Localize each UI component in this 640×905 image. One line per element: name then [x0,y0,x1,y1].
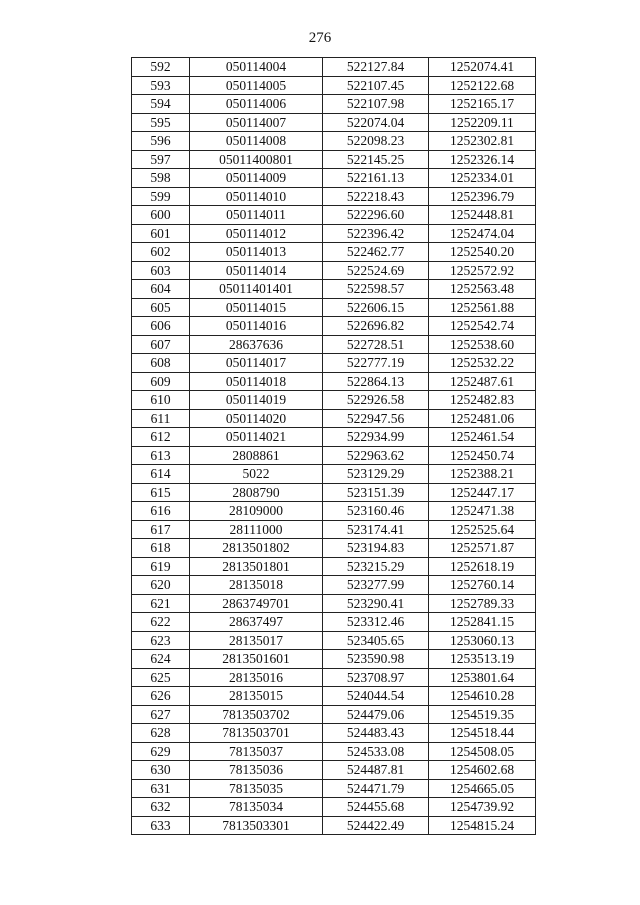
x-coordinate-cell: 522926.58 [323,391,429,410]
table-row [132,428,536,447]
point-index-cell: 613 [132,446,190,465]
point-index-cell: 593 [132,76,190,95]
table-row [132,317,536,336]
point-index-cell: 625 [132,668,190,687]
y-coordinate-cell: 1252481.06 [429,409,536,428]
point-id-cell: 050114018 [190,372,323,391]
point-index-cell: 598 [132,169,190,188]
point-index-cell: 628 [132,724,190,743]
point-index-cell: 619 [132,557,190,576]
point-index-cell: 603 [132,261,190,280]
table-row [132,372,536,391]
point-index-cell: 623 [132,631,190,650]
x-coordinate-cell: 522598.57 [323,280,429,299]
x-coordinate-cell: 523290.41 [323,594,429,613]
point-index-cell: 604 [132,280,190,299]
x-coordinate-cell: 523174.41 [323,520,429,539]
table-row [132,742,536,761]
x-coordinate-cell: 523129.29 [323,465,429,484]
point-index-cell: 605 [132,298,190,317]
y-coordinate-cell: 1254602.68 [429,761,536,780]
x-coordinate-cell: 522161.13 [323,169,429,188]
table-row [132,520,536,539]
x-coordinate-cell: 522963.62 [323,446,429,465]
point-id-cell: 5022 [190,465,323,484]
y-coordinate-cell: 1252450.74 [429,446,536,465]
table-row [132,539,536,558]
table-row [132,761,536,780]
point-id-cell: 28111000 [190,520,323,539]
y-coordinate-cell: 1252841.15 [429,613,536,632]
table-row [132,446,536,465]
table-row [132,335,536,354]
y-coordinate-cell: 1252447.17 [429,483,536,502]
point-id-cell: 050114020 [190,409,323,428]
table-row [132,354,536,373]
table-row [132,650,536,669]
y-coordinate-cell: 1252209.11 [429,113,536,132]
point-id-cell: 05011401401 [190,280,323,299]
x-coordinate-cell: 523590.98 [323,650,429,669]
point-index-cell: 596 [132,132,190,151]
point-id-cell: 7813503301 [190,816,323,835]
table-row [132,798,536,817]
x-coordinate-cell: 524422.49 [323,816,429,835]
y-coordinate-cell: 1252532.22 [429,354,536,373]
point-index-cell: 620 [132,576,190,595]
point-id-cell: 050114006 [190,95,323,114]
x-coordinate-cell: 524044.54 [323,687,429,706]
y-coordinate-cell: 1252789.33 [429,594,536,613]
point-index-cell: 621 [132,594,190,613]
table-row [132,58,536,77]
table-row [132,576,536,595]
table-row [132,594,536,613]
x-coordinate-cell: 522947.56 [323,409,429,428]
table-row [132,132,536,151]
y-coordinate-cell: 1252542.74 [429,317,536,336]
point-id-cell: 050114008 [190,132,323,151]
x-coordinate-cell: 522296.60 [323,206,429,225]
x-coordinate-cell: 523160.46 [323,502,429,521]
x-coordinate-cell: 522524.69 [323,261,429,280]
point-id-cell: 050114012 [190,224,323,243]
x-coordinate-cell: 524487.81 [323,761,429,780]
table-row [132,206,536,225]
x-coordinate-cell: 523194.83 [323,539,429,558]
table-row [132,261,536,280]
table-row [132,95,536,114]
y-coordinate-cell: 1252388.21 [429,465,536,484]
point-index-cell: 601 [132,224,190,243]
table-row [132,705,536,724]
x-coordinate-cell: 522107.98 [323,95,429,114]
table-row [132,298,536,317]
y-coordinate-cell: 1252471.38 [429,502,536,521]
y-coordinate-cell: 1254508.05 [429,742,536,761]
point-index-cell: 630 [132,761,190,780]
point-index-cell: 610 [132,391,190,410]
y-coordinate-cell: 1252487.61 [429,372,536,391]
y-coordinate-cell: 1252563.48 [429,280,536,299]
table-body [132,58,536,835]
point-index-cell: 629 [132,742,190,761]
table-row [132,465,536,484]
x-coordinate-cell: 522074.04 [323,113,429,132]
y-coordinate-cell: 1252618.19 [429,557,536,576]
x-coordinate-cell: 524479.06 [323,705,429,724]
y-coordinate-cell: 1252760.14 [429,576,536,595]
point-index-cell: 631 [132,779,190,798]
y-coordinate-cell: 1254519.35 [429,705,536,724]
x-coordinate-cell: 522396.42 [323,224,429,243]
y-coordinate-cell: 1252302.81 [429,132,536,151]
point-id-cell: 2863749701 [190,594,323,613]
point-id-cell: 28637497 [190,613,323,632]
point-index-cell: 594 [132,95,190,114]
y-coordinate-cell: 1252571.87 [429,539,536,558]
table-row [132,631,536,650]
x-coordinate-cell: 523151.39 [323,483,429,502]
x-coordinate-cell: 522606.15 [323,298,429,317]
point-index-cell: 612 [132,428,190,447]
x-coordinate-cell: 523215.29 [323,557,429,576]
x-coordinate-cell: 523708.97 [323,668,429,687]
y-coordinate-cell: 1252074.41 [429,58,536,77]
point-id-cell: 050114015 [190,298,323,317]
y-coordinate-cell: 1252165.17 [429,95,536,114]
point-id-cell: 050114017 [190,354,323,373]
point-id-cell: 2813501801 [190,557,323,576]
point-id-cell: 2813501802 [190,539,323,558]
table-row [132,724,536,743]
point-index-cell: 592 [132,58,190,77]
table-row [132,243,536,262]
point-index-cell: 624 [132,650,190,669]
page-number: 276 [308,30,332,46]
point-id-cell: 78135035 [190,779,323,798]
point-index-cell: 607 [132,335,190,354]
point-id-cell: 050114007 [190,113,323,132]
point-id-cell: 2813501601 [190,650,323,669]
point-id-cell: 050114016 [190,317,323,336]
point-index-cell: 602 [132,243,190,262]
y-coordinate-cell: 1252538.60 [429,335,536,354]
point-id-cell: 28109000 [190,502,323,521]
table-row [132,280,536,299]
x-coordinate-cell: 522127.84 [323,58,429,77]
point-id-cell: 78135034 [190,798,323,817]
coordinates-table [131,57,536,835]
y-coordinate-cell: 1252326.14 [429,150,536,169]
point-index-cell: 627 [132,705,190,724]
point-id-cell: 050114014 [190,261,323,280]
x-coordinate-cell: 522218.43 [323,187,429,206]
point-index-cell: 616 [132,502,190,521]
x-coordinate-cell: 524533.08 [323,742,429,761]
table-row [132,409,536,428]
y-coordinate-cell: 1252561.88 [429,298,536,317]
y-coordinate-cell: 1253060.13 [429,631,536,650]
point-index-cell: 615 [132,483,190,502]
table-row [132,502,536,521]
table-row [132,613,536,632]
point-id-cell: 28135015 [190,687,323,706]
point-index-cell: 606 [132,317,190,336]
table-row [132,668,536,687]
point-id-cell: 78135037 [190,742,323,761]
table-row [132,76,536,95]
y-coordinate-cell: 1254665.05 [429,779,536,798]
point-id-cell: 050114019 [190,391,323,410]
x-coordinate-cell: 522107.45 [323,76,429,95]
x-coordinate-cell: 522728.51 [323,335,429,354]
y-coordinate-cell: 1252525.64 [429,520,536,539]
x-coordinate-cell: 523277.99 [323,576,429,595]
point-index-cell: 626 [132,687,190,706]
y-coordinate-cell: 1252396.79 [429,187,536,206]
point-id-cell: 7813503702 [190,705,323,724]
x-coordinate-cell: 522696.82 [323,317,429,336]
y-coordinate-cell: 1252448.81 [429,206,536,225]
y-coordinate-cell: 1252482.83 [429,391,536,410]
y-coordinate-cell: 1254610.28 [429,687,536,706]
table-row [132,187,536,206]
point-id-cell: 28135017 [190,631,323,650]
y-coordinate-cell: 1252122.68 [429,76,536,95]
x-coordinate-cell: 524455.68 [323,798,429,817]
table-row [132,687,536,706]
point-index-cell: 632 [132,798,190,817]
point-index-cell: 614 [132,465,190,484]
x-coordinate-cell: 523312.46 [323,613,429,632]
y-coordinate-cell: 1252334.01 [429,169,536,188]
x-coordinate-cell: 522098.23 [323,132,429,151]
point-id-cell: 2808790 [190,483,323,502]
point-index-cell: 608 [132,354,190,373]
x-coordinate-cell: 523405.65 [323,631,429,650]
table-row [132,113,536,132]
table-row [132,224,536,243]
point-id-cell: 78135036 [190,761,323,780]
point-index-cell: 618 [132,539,190,558]
point-id-cell: 28637636 [190,335,323,354]
table-row [132,391,536,410]
x-coordinate-cell: 522934.99 [323,428,429,447]
point-id-cell: 28135016 [190,668,323,687]
y-coordinate-cell: 1254815.24 [429,816,536,835]
y-coordinate-cell: 1252572.92 [429,261,536,280]
x-coordinate-cell: 522777.19 [323,354,429,373]
x-coordinate-cell: 522864.13 [323,372,429,391]
point-index-cell: 611 [132,409,190,428]
table-row [132,483,536,502]
point-id-cell: 05011400801 [190,150,323,169]
point-index-cell: 600 [132,206,190,225]
point-index-cell: 595 [132,113,190,132]
x-coordinate-cell: 522145.25 [323,150,429,169]
point-index-cell: 599 [132,187,190,206]
point-id-cell: 050114021 [190,428,323,447]
point-index-cell: 609 [132,372,190,391]
point-index-cell: 633 [132,816,190,835]
x-coordinate-cell: 524483.43 [323,724,429,743]
table-row [132,169,536,188]
point-id-cell: 050114011 [190,206,323,225]
y-coordinate-cell: 1254739.92 [429,798,536,817]
point-id-cell: 28135018 [190,576,323,595]
y-coordinate-cell: 1253513.19 [429,650,536,669]
y-coordinate-cell: 1252461.54 [429,428,536,447]
point-id-cell: 050114009 [190,169,323,188]
point-index-cell: 597 [132,150,190,169]
x-coordinate-cell: 522462.77 [323,243,429,262]
point-id-cell: 2808861 [190,446,323,465]
y-coordinate-cell: 1252474.04 [429,224,536,243]
point-id-cell: 050114010 [190,187,323,206]
point-id-cell: 050114005 [190,76,323,95]
point-index-cell: 622 [132,613,190,632]
table-row [132,557,536,576]
y-coordinate-cell: 1253801.64 [429,668,536,687]
x-coordinate-cell: 524471.79 [323,779,429,798]
y-coordinate-cell: 1254518.44 [429,724,536,743]
point-id-cell: 050114004 [190,58,323,77]
table-row [132,779,536,798]
point-id-cell: 7813503701 [190,724,323,743]
table-row [132,816,536,835]
y-coordinate-cell: 1252540.20 [429,243,536,262]
point-id-cell: 050114013 [190,243,323,262]
table-row [132,150,536,169]
point-index-cell: 617 [132,520,190,539]
